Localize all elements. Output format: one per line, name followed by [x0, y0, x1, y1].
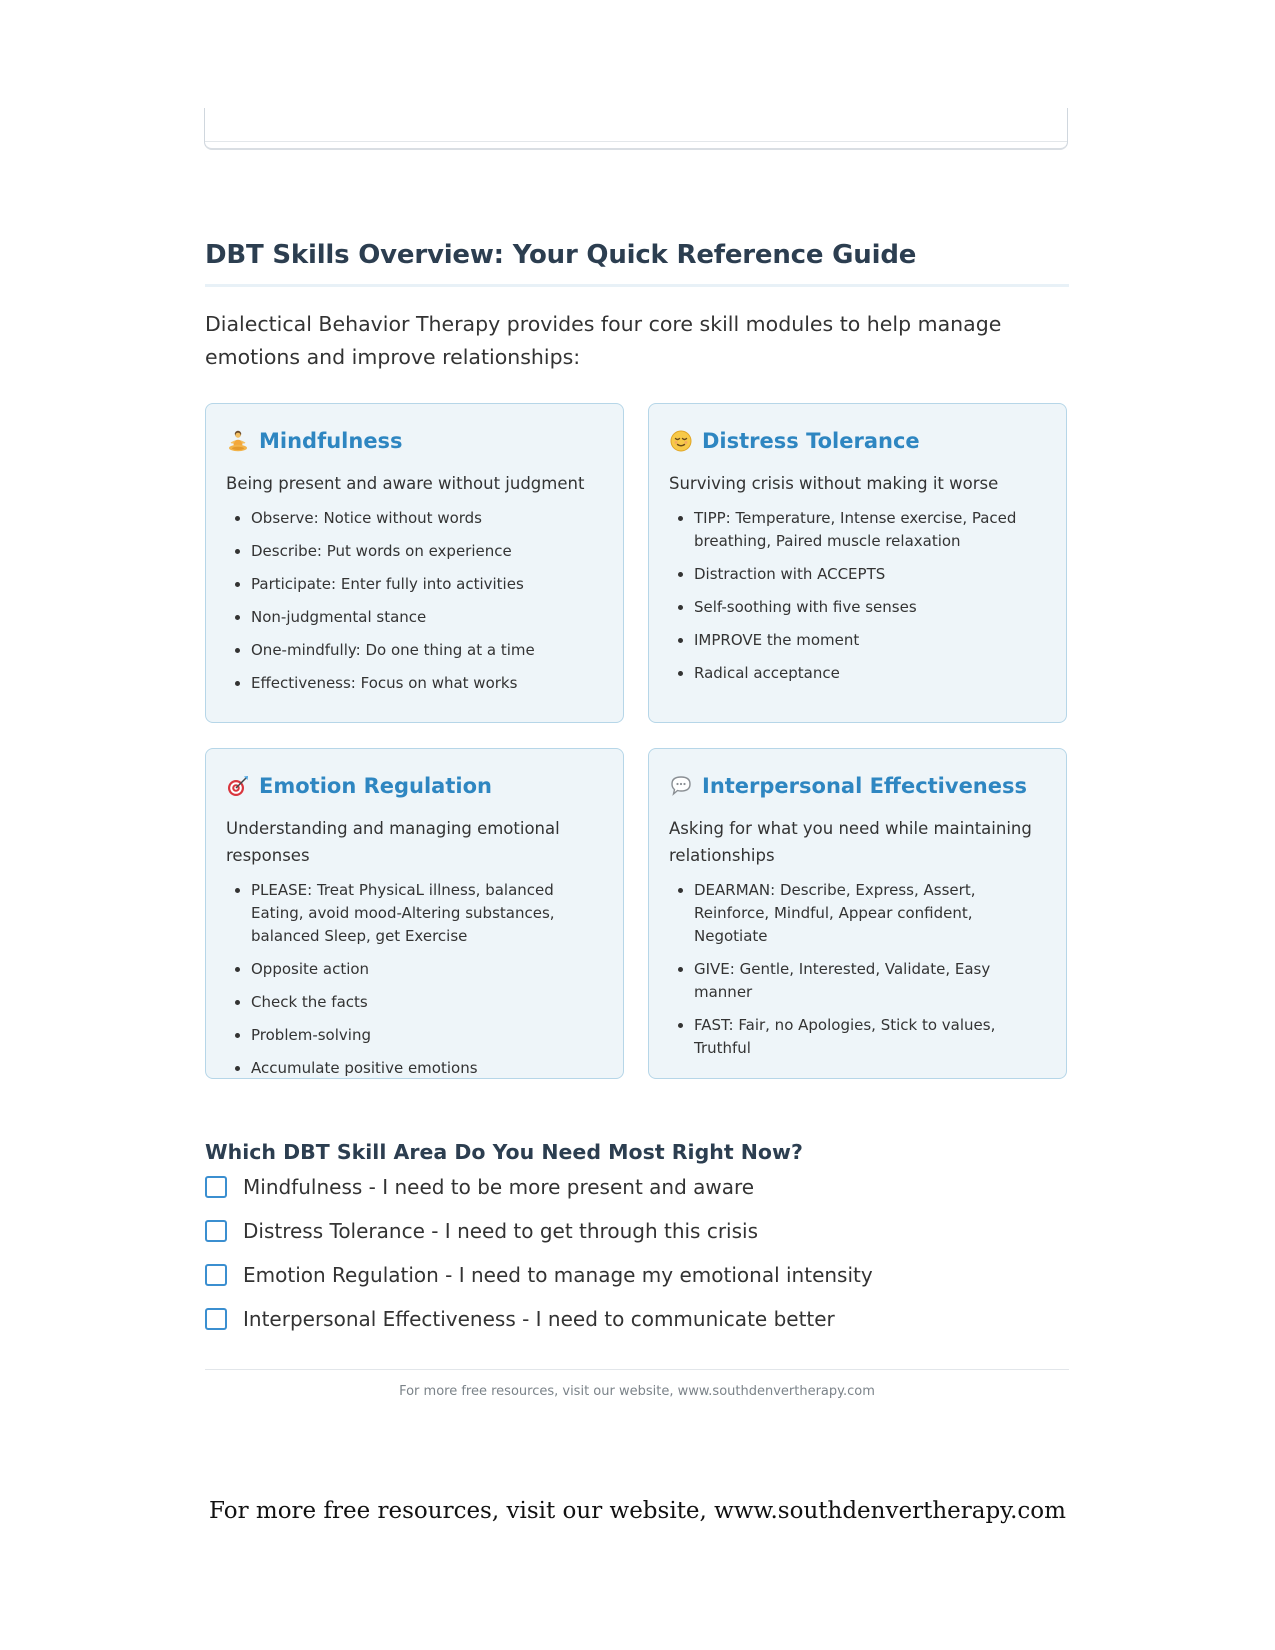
option-label: Interpersonal Effectiveness - I need to communicate better: [243, 1307, 835, 1331]
checkbox[interactable]: [205, 1220, 227, 1242]
list-item: • Observe: Notice without words: [251, 507, 603, 530]
module-title: Distress Tolerance: [702, 429, 920, 453]
footer-divider: [205, 1369, 1069, 1370]
skill-list: [669, 507, 1046, 685]
option-label: Mindfulness - I need to be more present and aware: [243, 1175, 755, 1199]
module-card-emotion-regulation: [205, 748, 624, 1079]
list-item: • Self-soothing with five senses: [694, 596, 1046, 619]
list-item: • GIVE: Gentle, Interested, Validate, Easy manner: [694, 958, 1046, 1004]
footer-note: For more free resources, visit our website, www.southdenvertherapy.com: [399, 1384, 875, 1399]
list-item: • Effectiveness: Focus on what works: [251, 672, 603, 695]
person-meditating-icon: [226, 429, 250, 453]
skill-list: [226, 879, 603, 1080]
module-title: Mindfulness: [259, 429, 403, 453]
option-interpersonal-effectiveness[interactable]: [205, 1304, 835, 1334]
list-item: • Distraction with ACCEPTS: [694, 563, 1046, 586]
module-card-header: [226, 771, 603, 801]
page-footer: For more free resources, visit our website, www.southdenvertherapy.com: [209, 1498, 1066, 1524]
module-description: Being present and aware without judgment: [226, 474, 585, 493]
checkbox[interactable]: [205, 1176, 227, 1198]
skill-list: [226, 507, 603, 695]
list-item: • Radical acceptance: [694, 662, 1046, 685]
module-description: Surviving crisis without making it worse: [669, 474, 999, 493]
intro-text: Dialectical Behavior Therapy provides four core skill modules to help manage emotions and improve relationships:: [205, 312, 1002, 369]
list-item: • Check the facts: [251, 991, 603, 1014]
checkbox[interactable]: [205, 1264, 227, 1286]
list-item: • Participate: Enter fully into activities: [251, 573, 603, 596]
module-card-mindfulness: [205, 403, 624, 723]
relieved-face-icon: [669, 429, 693, 453]
target-dart-icon: [226, 774, 250, 798]
module-card-header: [669, 426, 1046, 456]
module-description: Understanding and managing emotional responses: [226, 819, 560, 865]
title-underline: [205, 284, 1069, 287]
question-title: Which DBT Skill Area Do You Need Most Right Now?: [205, 1140, 803, 1164]
list-item: • Problem-solving: [251, 1024, 603, 1047]
section-title: DBT Skills Overview: Your Quick Reference Guide: [205, 240, 917, 270]
option-mindfulness[interactable]: [205, 1172, 754, 1202]
module-title: Emotion Regulation: [259, 774, 492, 798]
module-description: Asking for what you need while maintaining relationships: [669, 819, 1032, 865]
list-item: • FAST: Fair, no Apologies, Stick to values, Truthful: [694, 1014, 1046, 1060]
module-card-distress-tolerance: [648, 403, 1067, 723]
list-item: • Accumulate positive emotions: [251, 1057, 603, 1080]
list-item: • IMPROVE the moment: [694, 629, 1046, 652]
option-label: Emotion Regulation - I need to manage my emotional intensity: [243, 1263, 873, 1287]
module-card-interpersonal-effectiveness: [648, 748, 1067, 1079]
list-item: • TIPP: Temperature, Intense exercise, Paced breathing, Paired muscle relaxation: [694, 507, 1046, 553]
list-item: • Non-judgmental stance: [251, 606, 603, 629]
module-title: Interpersonal Effectiveness: [702, 774, 1027, 798]
speech-bubble-icon: [669, 774, 693, 798]
list-item: • Opposite action: [251, 958, 603, 981]
previous-card-bottom: [204, 108, 1068, 150]
option-emotion-regulation[interactable]: [205, 1260, 873, 1290]
list-item: • Describe: Put words on experience: [251, 540, 603, 563]
option-distress-tolerance[interactable]: [205, 1216, 758, 1246]
option-label: Distress Tolerance - I need to get through this crisis: [243, 1219, 758, 1243]
module-card-header: [669, 771, 1046, 801]
checkbox[interactable]: [205, 1308, 227, 1330]
list-item: • PLEASE: Treat PhysicaL illness, balanced Eating, avoid mood-Altering substances, balanced Sleep, get Exercise: [251, 879, 603, 948]
previous-card-divider: [205, 141, 1067, 142]
module-card-header: [226, 426, 603, 456]
list-item: • One-mindfully: Do one thing at a time: [251, 639, 603, 662]
skill-list: [669, 879, 1046, 1060]
list-item: • DEARMAN: Describe, Express, Assert, Reinforce, Mindful, Appear confident, Negotiate: [694, 879, 1046, 948]
